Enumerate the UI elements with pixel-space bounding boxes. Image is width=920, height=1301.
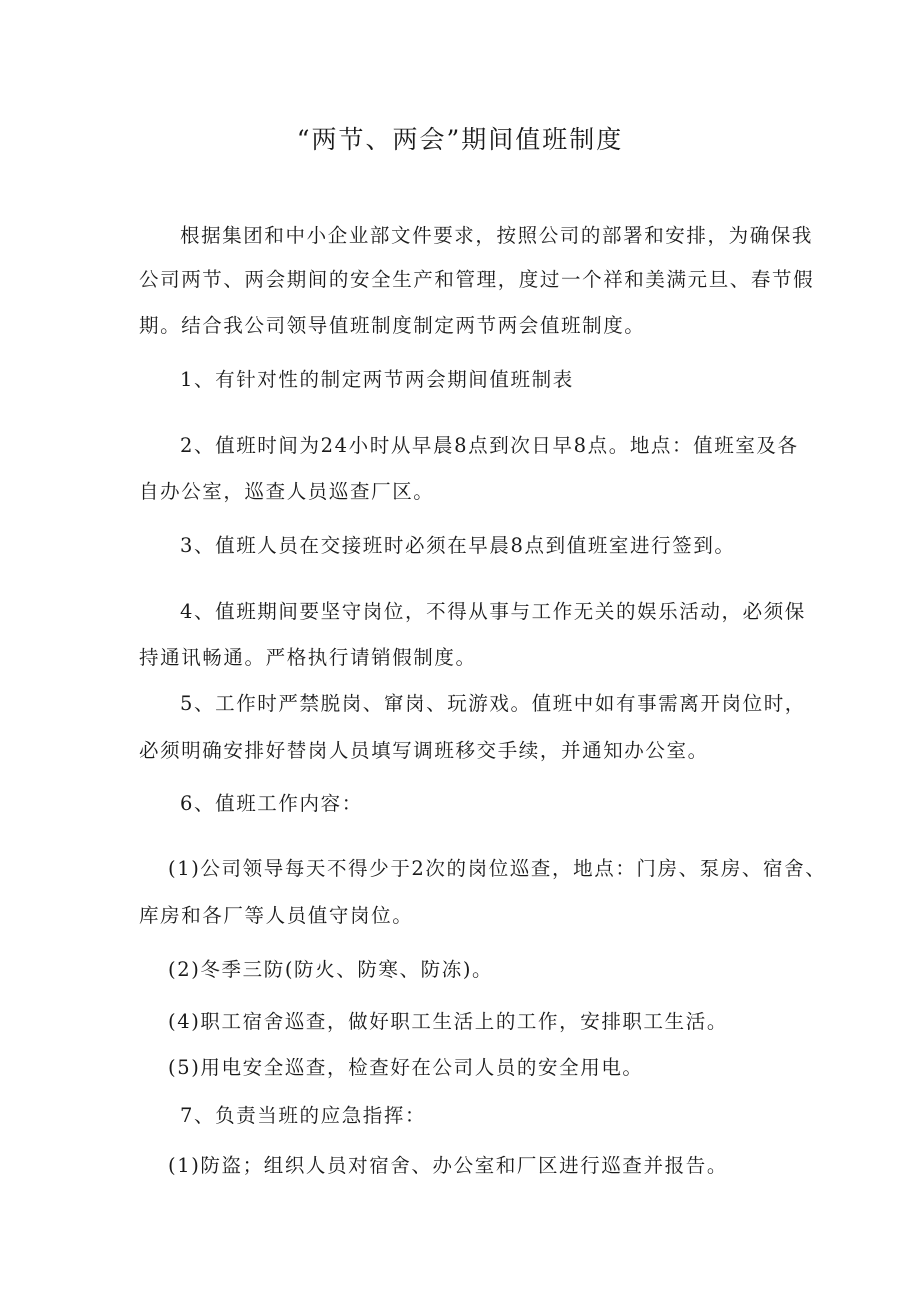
item-7-heading: 7、负责当班的应急指挥： [180,1104,427,1127]
document-title: “两节、两会”期间值班制度 [296,125,624,154]
item-2-line-1: 2、值班时间为24小时从早晨8点到次日早8点。地点：值班室及各 [180,434,799,457]
item-3: 3、值班人员在交接班时必须在早晨8点到值班室进行签到。 [180,534,736,557]
item-4-line-2: 持通讯畅通。严格执行请销假制度。 [139,646,477,669]
item-5-line-1: 5、工作时严禁脱岗、窜岗、玩游戏。值班中如有事需离开岗位时， [180,692,806,715]
item-4-line-1: 4、值班期间要坚守岗位，不得从事与工作无关的娱乐活动，必须保 [180,600,806,623]
item-6-sub-2: (2)冬季三防(防火、防寒、防冻)。 [168,958,494,981]
item-6-heading: 6、值班工作内容： [180,792,363,815]
item-1: 1、有针对性的制定两节两会期间值班制表 [180,368,574,391]
intro-line-1: 根据集团和中小企业部文件要求，按照公司的部署和安排，为确保我 [180,224,814,247]
item-5-line-2: 必须明确安排好替岗人员填写调班移交手续，并通知办公室。 [139,739,709,762]
intro-line-2: 公司两节、两会期间的安全生产和管理，度过一个祥和美满元旦、春节假 [139,268,815,291]
item-6-sub-1-line-2: 库房和各厂等人员值守岗位。 [139,904,414,927]
item-6-sub-1-line-1: (1)公司领导每天不得少于2次的岗位巡查，地点：门房、泵房、宿舍、 [168,857,827,880]
item-7-sub-1: (1)防盗；组织人员对宿舍、办公室和厂区进行巡查并报告。 [168,1154,728,1177]
item-2-line-2: 自办公室，巡查人员巡查厂区。 [139,480,435,503]
intro-line-3: 期。结合我公司领导值班制度制定两节两会值班制度。 [139,314,646,337]
item-6-sub-5: (5)用电安全巡查，检查好在公司人员的安全用电。 [168,1056,644,1079]
item-6-sub-4: (4)职工宿舍巡查，做好职工生活上的工作，安排职工生活。 [168,1010,728,1033]
